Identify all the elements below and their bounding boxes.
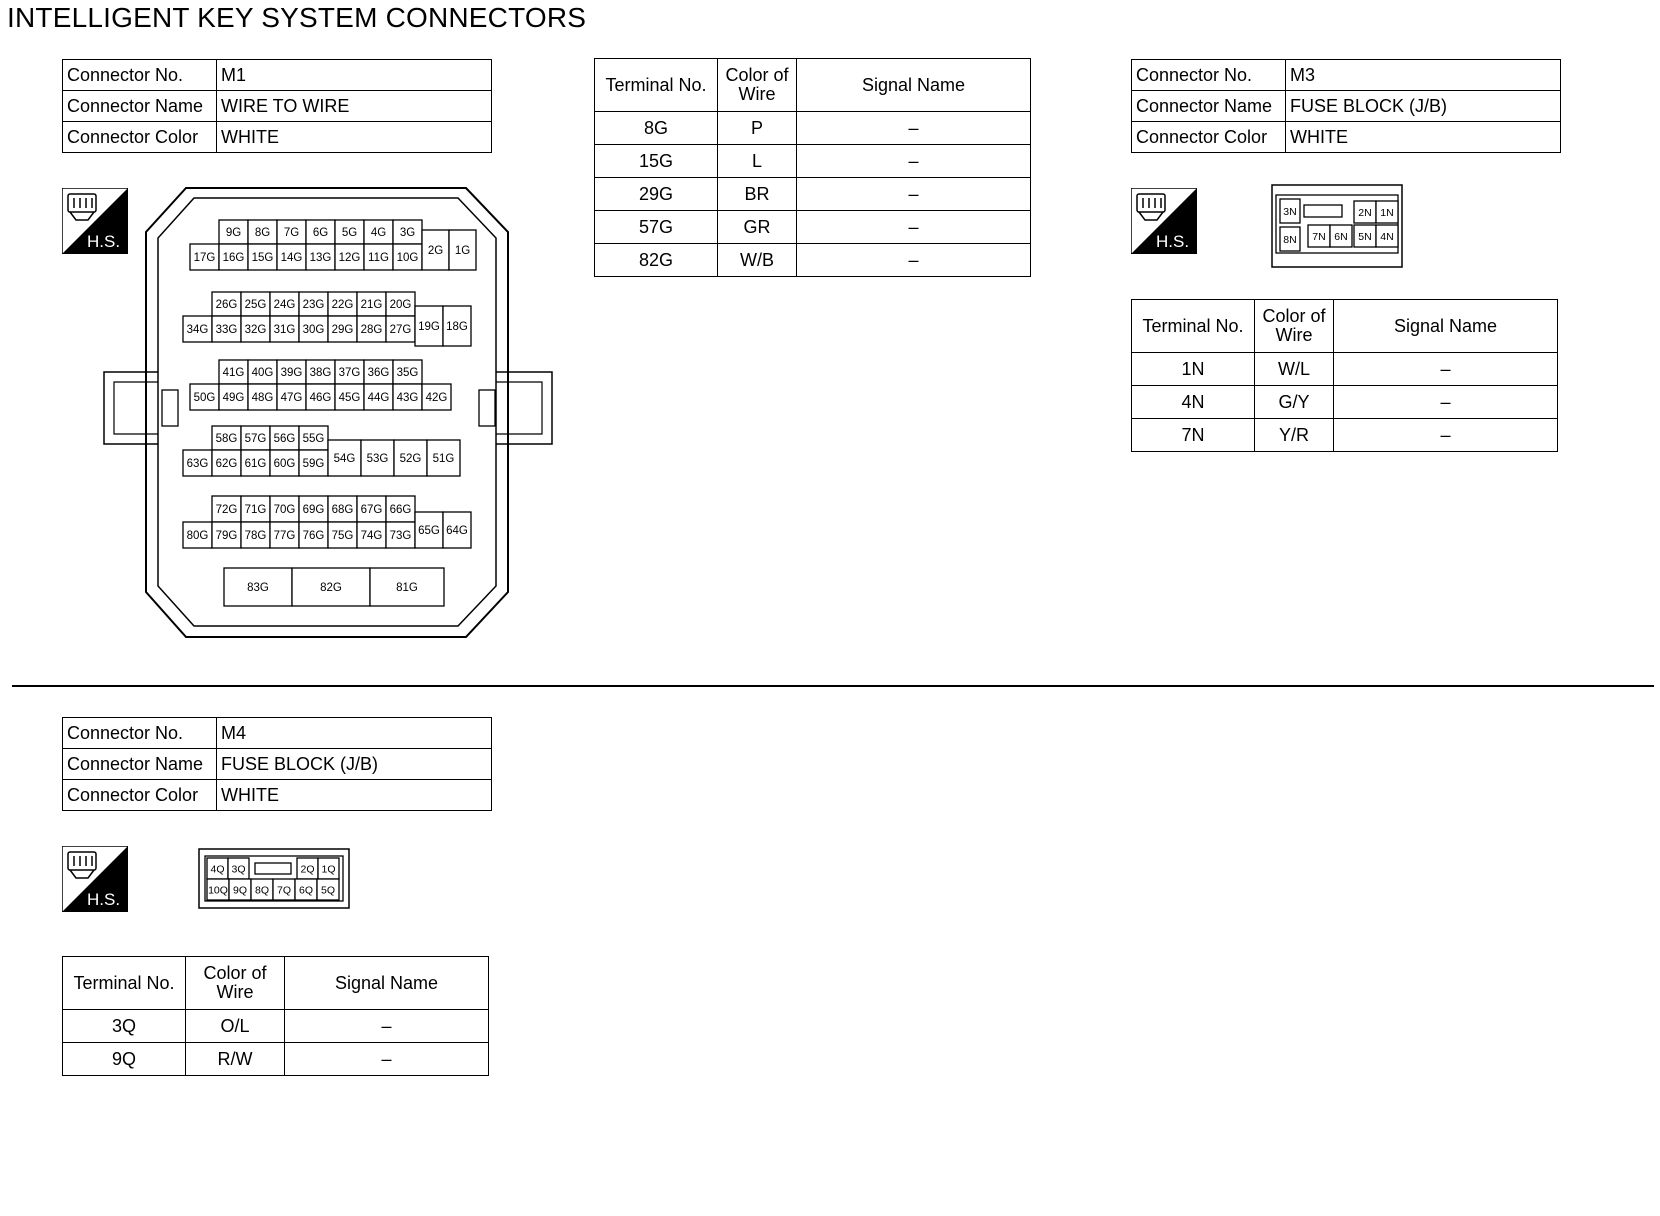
pin-label: 5Q [320, 884, 336, 897]
pin-label: 69G [302, 504, 325, 517]
pin-label: 36G [367, 367, 390, 380]
terminal-no-cell: 4N [1132, 386, 1255, 419]
connector-name-value: WIRE TO WIRE [217, 91, 492, 122]
pin-label: 1N [1380, 206, 1394, 219]
pin-label: 52G [399, 453, 422, 466]
m3-connector-face [1270, 183, 1420, 273]
m4-connector-face [195, 845, 365, 915]
signal-name-cell: – [1334, 353, 1558, 386]
pin-label: 65G [418, 525, 440, 538]
section-divider [12, 685, 1654, 687]
pin-label: 11G [368, 252, 389, 265]
pin-label: 42G [425, 392, 448, 405]
pin-label: 10G [396, 252, 419, 265]
pin-label: 7G [283, 227, 300, 240]
pin-label: 20G [389, 299, 412, 312]
pin-label: 33G [215, 324, 238, 337]
pin-label: 6Q [298, 884, 314, 897]
m3-terminal-table [1131, 299, 1558, 452]
table-row [595, 59, 1031, 112]
terminal-no-header: Terminal No. [595, 59, 718, 112]
connector-no-label: Connector No. [63, 718, 217, 749]
table-row [595, 244, 1031, 277]
wire-color-cell: GR [718, 211, 797, 244]
pin-label: 34G [186, 324, 209, 337]
table-row [1132, 122, 1561, 153]
pin-label: 30G [302, 324, 325, 337]
signal-name-cell: – [797, 145, 1031, 178]
pin-label: 49G [222, 392, 245, 405]
connector-name-label: Connector Name [63, 91, 217, 122]
pin-label: 76G [302, 530, 325, 543]
table-row [595, 178, 1031, 211]
page-title: INTELLIGENT KEY SYSTEM CONNECTORS [7, 2, 587, 33]
pin-label: 6G [312, 227, 329, 240]
terminal-no-cell: 57G [595, 211, 718, 244]
terminal-no-cell: 15G [595, 145, 718, 178]
pin-label: 16G [222, 252, 245, 265]
signal-name-cell: – [797, 211, 1031, 244]
pin-label: 9G [225, 227, 242, 240]
lock-notch-left [162, 390, 178, 426]
pin-label: 27G [389, 324, 412, 337]
connector-no-label: Connector No. [1132, 60, 1286, 91]
pin-label: 4N [1380, 230, 1394, 243]
table-row [1132, 60, 1561, 91]
pin-label: 48G [251, 392, 274, 405]
table-row [63, 780, 492, 811]
pin-label: 61G [244, 458, 267, 471]
connector-color-label: Connector Color [1132, 122, 1286, 153]
pin-label: 29G [331, 324, 354, 337]
m1-connector-face [0, 0, 600, 650]
pin-label: 21G [360, 299, 383, 312]
terminal-no-header: Terminal No. [63, 957, 186, 1010]
pin-label: 62G [215, 458, 238, 471]
pin-label: 1Q [321, 863, 336, 876]
wire-color-cell: G/Y [1255, 386, 1334, 419]
pin-label: 83G [247, 582, 269, 595]
pin-label: 51G [432, 453, 455, 466]
table-row [1132, 300, 1558, 353]
signal-name-header: Signal Name [1334, 300, 1558, 353]
table-row [63, 1010, 489, 1043]
table-row [63, 957, 489, 1010]
connector-name-value: FUSE BLOCK (J/B) [217, 749, 492, 780]
pin-label: 12G [338, 252, 361, 265]
wire-color-cell: W/L [1255, 353, 1334, 386]
pin-label: 6N [1334, 230, 1348, 243]
pin-label: 39G [280, 367, 303, 380]
pin-label: 44G [367, 392, 390, 405]
table-row [595, 112, 1031, 145]
pin-label: 77G [273, 530, 296, 543]
harness-side-icon [62, 846, 128, 912]
pin-label: 7N [1312, 230, 1326, 243]
m1-terminal-table [594, 58, 1031, 277]
terminal-no-cell: 8G [595, 112, 718, 145]
pin-label: 60G [273, 458, 296, 471]
pin-label: 7Q [276, 884, 292, 897]
wire-color-cell: P [718, 112, 797, 145]
pin-label: 2Q [300, 863, 315, 876]
table-row [1132, 386, 1558, 419]
pin-label: 2G [427, 245, 444, 258]
pin-label: 79G [215, 530, 238, 543]
color-of-wire-header: Color of Wire [718, 59, 797, 112]
connector-name-label: Connector Name [63, 749, 217, 780]
table-row [595, 145, 1031, 178]
pin-label: 75G [331, 530, 354, 543]
pin-label: 63G [186, 458, 209, 471]
signal-name-cell: – [1334, 386, 1558, 419]
hs-label: H.S. [1156, 232, 1190, 251]
pin-label: 2N [1358, 206, 1372, 219]
pin-label: 10Q [208, 884, 228, 897]
pin-label: 67G [360, 504, 383, 517]
pin-label: 80G [186, 530, 209, 543]
hs-label: H.S. [87, 890, 121, 909]
pin-label: 68G [331, 504, 354, 517]
table-row [1132, 353, 1558, 386]
pin-label: 28G [360, 324, 383, 337]
signal-name-cell: – [797, 112, 1031, 145]
connector-no-value: M4 [217, 718, 492, 749]
wire-color-cell: O/L [186, 1010, 285, 1043]
hs-label: H.S. [87, 232, 121, 251]
pin-label: 58G [215, 433, 238, 446]
pin-label: 24G [273, 299, 296, 312]
terminal-no-cell: 1N [1132, 353, 1255, 386]
table-row [1132, 419, 1558, 452]
pin-label: 1G [454, 245, 471, 258]
key-slot [1304, 205, 1342, 217]
pin-label: 38G [309, 367, 332, 380]
signal-name-cell: – [797, 244, 1031, 277]
pin-label: 73G [389, 530, 412, 543]
pin-label: 4G [370, 227, 387, 240]
color-of-wire-header: Color of Wire [1255, 300, 1334, 353]
pin-label: 32G [244, 324, 267, 337]
pin-label: 13G [309, 252, 332, 265]
pin-label: 53G [366, 453, 389, 466]
pin-label: 8Q [254, 884, 270, 897]
pin-label: 17G [193, 252, 216, 265]
lock-notch-right [479, 390, 495, 426]
connector-color-value: WHITE [1286, 122, 1561, 153]
pin-label: 46G [309, 392, 332, 405]
pin-label: 35G [396, 367, 419, 380]
signal-name-header: Signal Name [285, 957, 489, 1010]
pin-label: 31G [273, 324, 296, 337]
signal-name-cell: – [285, 1010, 489, 1043]
pin-label: 45G [338, 392, 361, 405]
color-of-wire-header: Color of Wire [186, 957, 285, 1010]
terminal-no-cell: 3Q [63, 1010, 186, 1043]
pin-label: 22G [331, 299, 354, 312]
lock-tab-right-inner [496, 382, 542, 434]
connector-color-value: WHITE [217, 122, 492, 153]
pin-label: 5G [341, 227, 358, 240]
lock-tab-left-inner [114, 382, 158, 434]
wire-color-cell: W/B [718, 244, 797, 277]
pin-label: 82G [320, 582, 342, 595]
pin-label: 72G [215, 504, 238, 517]
pin-label: 25G [244, 299, 267, 312]
pin-label: 47G [280, 392, 303, 405]
pin-label: 37G [338, 367, 361, 380]
pin-label: 3Q [231, 863, 246, 876]
pin-label: 8N [1283, 233, 1297, 246]
harness-side-icon [1131, 188, 1197, 254]
wire-color-cell: Y/R [1255, 419, 1334, 452]
lock-tab-left [104, 372, 158, 444]
pin-label: 8G [254, 227, 271, 240]
pin-label: 41G [222, 367, 245, 380]
pin-label: 19G [418, 321, 440, 334]
connector-no-value: M1 [217, 60, 492, 91]
pin-label: 14G [280, 252, 303, 265]
wire-color-cell: R/W [186, 1043, 285, 1076]
pin-label: 81G [396, 582, 418, 595]
pin-label: 66G [389, 504, 412, 517]
pin-label: 4Q [210, 863, 225, 876]
connector-name-value: FUSE BLOCK (J/B) [1286, 91, 1561, 122]
pin-label: 57G [244, 433, 267, 446]
pin-label: 23G [302, 299, 325, 312]
lock-tab-right [496, 372, 552, 444]
pin-label: 3N [1283, 205, 1297, 218]
pin-label: 9Q [232, 884, 248, 897]
pin-label: 43G [396, 392, 419, 405]
pin-label: 59G [302, 458, 325, 471]
terminal-no-cell: 82G [595, 244, 718, 277]
terminal-no-cell: 9Q [63, 1043, 186, 1076]
pin-label: 71G [244, 504, 267, 517]
wire-color-cell: BR [718, 178, 797, 211]
pin-label: 64G [446, 525, 468, 538]
connector-color-label: Connector Color [63, 780, 217, 811]
terminal-no-cell: 29G [595, 178, 718, 211]
key-slot [255, 863, 291, 874]
terminal-no-cell: 7N [1132, 419, 1255, 452]
pin-label: 26G [215, 299, 238, 312]
m4-terminal-table [62, 956, 489, 1076]
signal-name-cell: – [1334, 419, 1558, 452]
pin-label: 78G [244, 530, 267, 543]
pin-label: 15G [251, 252, 274, 265]
pin-label: 5N [1358, 230, 1372, 243]
signal-name-cell: – [797, 178, 1031, 211]
pin-label: 74G [360, 530, 383, 543]
table-row [63, 1043, 489, 1076]
pin-label: 50G [193, 392, 216, 405]
pin-label: 56G [273, 433, 296, 446]
m4-info-table [62, 717, 492, 811]
signal-name-header: Signal Name [797, 59, 1031, 112]
table-row [1132, 91, 1561, 122]
pin-label: 55G [302, 433, 325, 446]
m3-info-table [1131, 59, 1561, 153]
table-row [63, 749, 492, 780]
wire-color-cell: L [718, 145, 797, 178]
pin-label: 40G [251, 367, 274, 380]
terminal-no-header: Terminal No. [1132, 300, 1255, 353]
connector-name-label: Connector Name [1132, 91, 1286, 122]
pin-label: 54G [333, 453, 356, 466]
connector-color-value: WHITE [217, 780, 492, 811]
table-row [595, 211, 1031, 244]
pin-label: 18G [446, 321, 468, 334]
pin-label: 70G [273, 504, 296, 517]
connector-no-label: Connector No. [63, 60, 217, 91]
signal-name-cell: – [285, 1043, 489, 1076]
table-row [63, 718, 492, 749]
connector-color-label: Connector Color [63, 122, 217, 153]
connector-no-value: M3 [1286, 60, 1561, 91]
pin-label: 3G [399, 227, 416, 240]
